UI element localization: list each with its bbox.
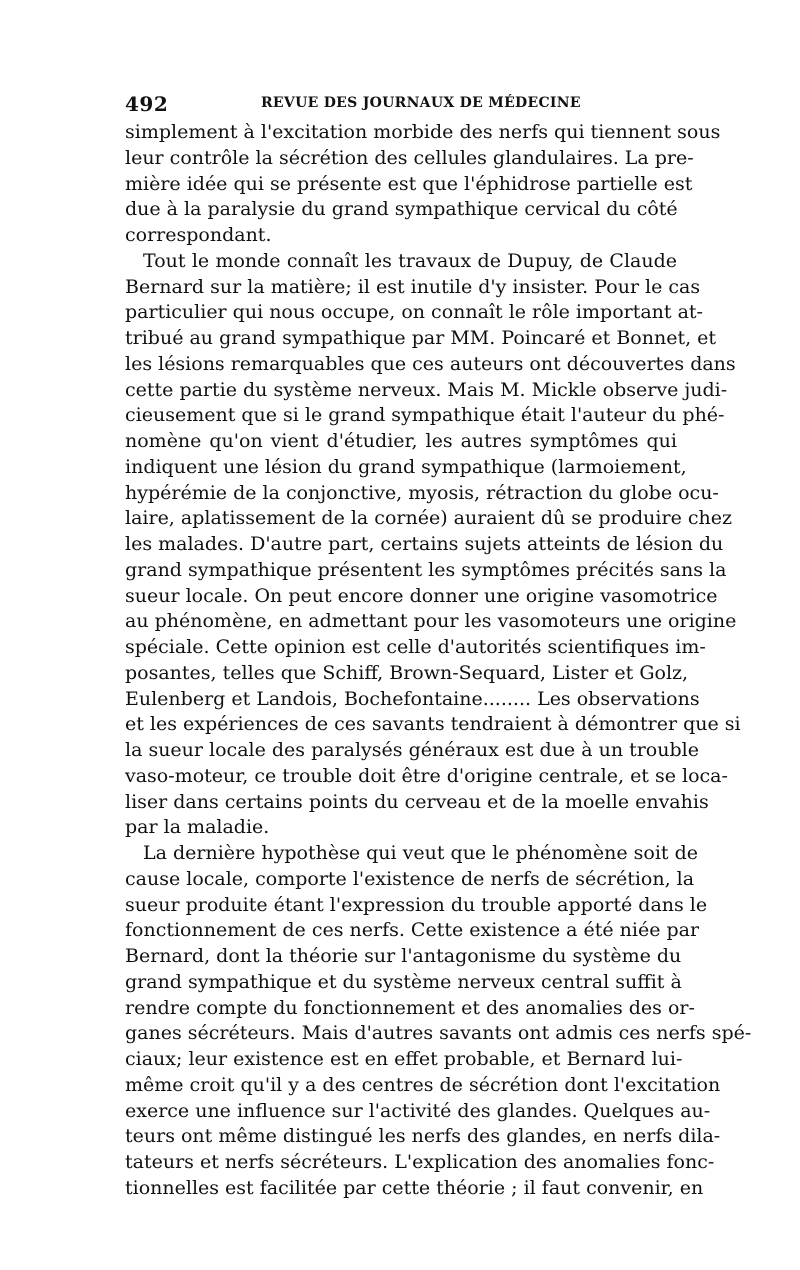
paragraph <box>125 249 741 841</box>
text-line: tribué au grand sympathique par MM. Poincaré et Bonnet, et <box>125 327 717 349</box>
text-line: au phénomène, en admettant pour les vasomoteurs une origine <box>125 610 737 633</box>
text-line: cette partie du système nerveux. Mais M. Mickle observe judi- <box>125 378 728 401</box>
text-line: sueur produite étant l'expression du trouble apporté dans le <box>125 893 708 916</box>
text-line: par la maladie. <box>125 816 270 839</box>
page-header <box>125 92 677 116</box>
text-line: grand sympathique et du système nerveux central suffit à <box>125 970 682 993</box>
text-line: Tout le monde connaît les travaux de Dupuy, de Claude <box>143 249 677 272</box>
text-line: nomène qu'on vient d'étudier, les autres symptômes qui <box>125 430 677 452</box>
running-title: REVUE DES JOURNAUX DE MÉDECINE <box>261 95 581 111</box>
paragraph <box>125 120 721 249</box>
text-line: et les expériences de ces savants tendraient à démontrer que si <box>125 713 741 736</box>
text-line: particulier qui nous occupe, on connaît le rôle important at- <box>125 301 703 324</box>
text-line: posantes, telles que Schiff, Brown-Sequard, Lister et Golz, <box>125 661 689 684</box>
text-line: spéciale. Cette opinion est celle d'autorités scientifiques im- <box>125 636 706 658</box>
text-line: indiquent une lésion du grand sympathique (larmoiement, <box>125 455 687 478</box>
text-line: fonctionnement de ces nerfs. Cette existence a été niée par <box>125 919 700 942</box>
text-line: liser dans certains points du cerveau et de la moelle envahis <box>125 790 709 813</box>
text-line: rendre compte du fonctionnement et des anomalies des or- <box>125 996 695 1019</box>
text-line: tateurs et nerfs sécréteurs. L'explication des anomalies fonc- <box>125 1151 715 1173</box>
text-line: la sueur locale des paralysés généraux est due à un trouble <box>125 739 699 761</box>
text-line: les malades. D'autre part, certains sujets atteints de lésion du <box>125 533 724 555</box>
text-line: correspondant. <box>125 224 272 246</box>
text-line: laire, aplatissement de la cornée) auraient dû se produire chez <box>125 507 732 530</box>
text-line: Bernard sur la matière; il est inutile d'y insister. Pour le cas <box>125 275 701 298</box>
text-line: teurs ont même distingué les nerfs des glandes, en nerfs dila- <box>125 1125 721 1148</box>
text-line: les lésions remarquables que ces auteurs ont découvertes dans <box>125 352 736 375</box>
text-line: Bernard, dont la théorie sur l'antagonisme du système du <box>125 945 682 967</box>
body-text <box>125 120 752 1202</box>
text-line: ganes sécréteurs. Mais d'autres savants ont admis ces nerfs spé- <box>125 1022 752 1045</box>
text-line: cause locale, comporte l'existence de nerfs de sécrétion, la <box>125 867 695 890</box>
text-line: tionnelles est facilitée par cette théorie ; il faut convenir, en <box>125 1176 704 1199</box>
text-line: vaso-moteur, ce trouble doit être d'origine centrale, et se loca- <box>125 764 728 787</box>
text-line: hypérémie de la conjonctive, myosis, rétraction du globe ocu- <box>125 481 719 504</box>
text-line: simplement à l'excitation morbide des nerfs qui tiennent sous <box>125 121 721 143</box>
text-line: exerce une influence sur l'activité des glandes. Quelques au- <box>125 1099 711 1122</box>
paragraph <box>125 841 752 1202</box>
text-line: Eulenberg et Landois, Bochefontaine........ Les observations <box>125 687 700 710</box>
text-line: cieusement que si le grand sympathique était l'auteur du phé- <box>125 404 725 427</box>
text-line: ciaux; leur existence est en effet probable, et Bernard lui- <box>125 1048 683 1070</box>
text-line: leur contrôle la sécrétion des cellules glandulaires. La pre- <box>125 146 694 169</box>
text-line: La dernière hypothèse qui veut que le phénomène soit de <box>143 842 699 864</box>
text-line: mière idée qui se présente est que l'éphidrose partielle est <box>125 172 693 195</box>
text-line: même croit qu'il y a des centres de sécrétion dont l'excitation <box>125 1073 721 1096</box>
page-number: 492 <box>125 92 169 116</box>
text-line: grand sympathique présentent les symptômes précités sans la <box>125 558 727 581</box>
text-line: due à la paralysie du grand sympathique cervical du côté <box>125 198 678 221</box>
text-line: sueur locale. On peut encore donner une origine vasomotrice <box>125 584 718 607</box>
